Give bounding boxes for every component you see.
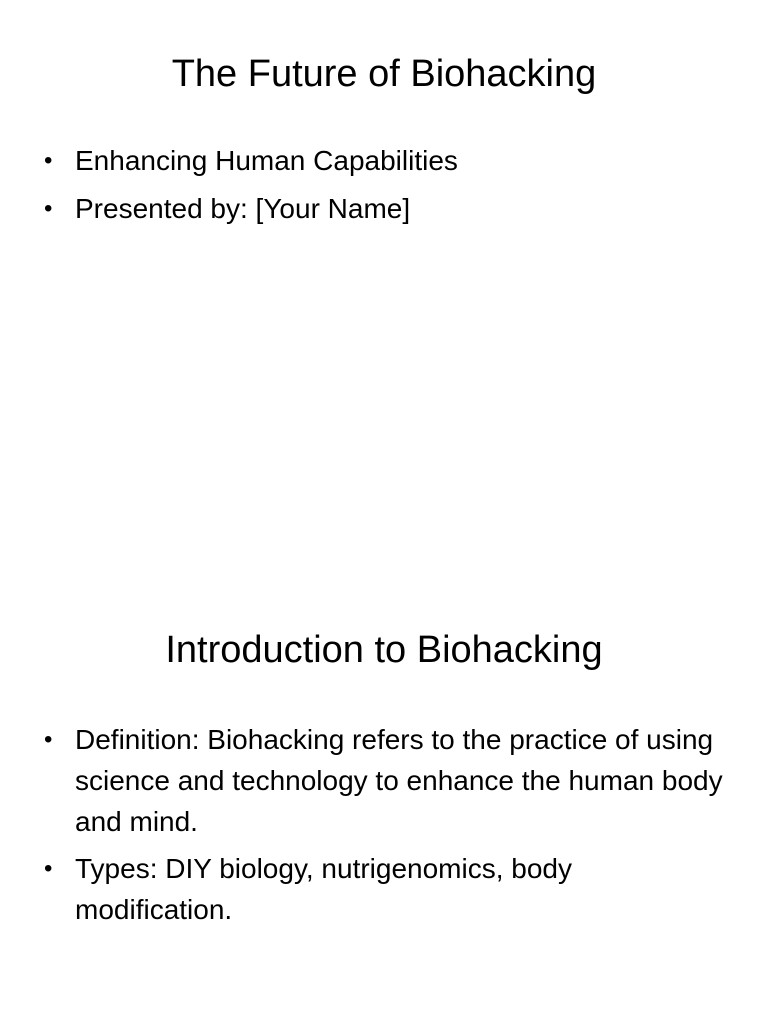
bullet-item: [38, 190, 728, 228]
bullet-text: Presented by: [Your Name]: [75, 193, 411, 224]
bullet-item: [38, 848, 728, 930]
slide-title: Introduction to Biohacking: [165, 629, 603, 671]
bullet-text: Definition: Biohacking refers to the practice of using science and technology to enhance the human body and mind.: [75, 724, 723, 837]
bullet-text: Types: DIY biology, nutrigenomics, body modification.: [75, 853, 572, 925]
bullet-list: [38, 142, 728, 238]
bullet-item: [38, 719, 728, 842]
bullet-dot-icon: •: [44, 726, 53, 753]
bullet-dot-icon: •: [44, 147, 53, 174]
bullet-text: Enhancing Human Capabilities: [75, 145, 458, 176]
slide-title: The Future of Biohacking: [171, 53, 597, 95]
slide-introduction: [0, 576, 768, 1024]
bullet-dot-icon: •: [44, 195, 53, 222]
bullet-item: [38, 142, 728, 180]
bullet-list: [38, 719, 728, 936]
bullet-dot-icon: •: [44, 855, 53, 882]
